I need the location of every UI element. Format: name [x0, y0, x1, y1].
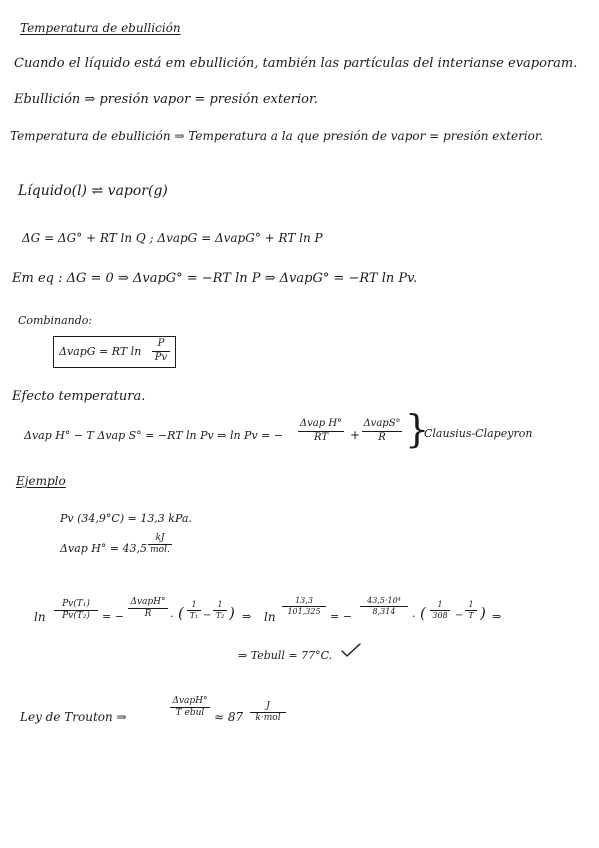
calc-ln-1: ln [34, 610, 46, 624]
clausius-fraction-enthalpy [298, 419, 344, 443]
trouton-fraction [170, 697, 210, 719]
clausius-f2-den: R [378, 431, 386, 443]
calc-a-den: Pv(T₂) [62, 611, 90, 622]
boxed-num: P [157, 338, 165, 349]
boiling-result: ⇒ Tebull = 77°C. [238, 649, 333, 662]
curly-brace: } [405, 407, 430, 451]
equilibrium-equation: Líquido(l) ⇌ vapor(g) [18, 183, 168, 199]
calc-d-den: 101,325 [287, 607, 321, 617]
equilibrium-condition: Em eq : ΔG = 0 ⇒ ΔvapG° = −RT ln P ⇒ ΔvapG° = −RT ln Pv. [12, 271, 418, 286]
page-title: Temperatura de ebullición [20, 21, 181, 35]
boxed-den: Pv [154, 351, 168, 363]
gibbs-equation: ΔG = ΔG° + RT ln Q ; ΔvapG = ΔvapG° + RT ln P [22, 231, 323, 245]
checkmark-icon [340, 642, 362, 658]
trouton-lhs: Ley de Trouton ⇒ [20, 710, 127, 724]
example-enthalpy: Δvap H° = 43,5 [60, 542, 148, 555]
calc-b-den: R [144, 609, 152, 620]
calc-paren-close-1: ) [229, 604, 235, 622]
calc-implies-2: ⇒ [492, 610, 502, 623]
trouton-num: ΔvapH° [172, 696, 208, 706]
calc-equals-1: = − [102, 610, 124, 623]
paragraph-boiling-temperature: Temperatura de ebullición ⇒ Temperatura a la que presión de vapor = presión exterior. [10, 129, 544, 143]
calc-f-num1: 1 [437, 600, 443, 609]
boxed-fraction [152, 339, 170, 363]
calc-pressure-values [282, 597, 326, 617]
calc-pressure-ratio [54, 600, 98, 622]
calc-inv-t2 [213, 601, 227, 621]
calc-e-den: 8,314 [372, 607, 396, 617]
calc-minus-1: − [203, 610, 212, 621]
paragraph-boiling-condition: Ebullición ⇒ presión vapor = presión exterior. [14, 92, 318, 107]
trouton-units-num: J [266, 701, 270, 711]
boxed-lhs: ΔvapG = RT ln [59, 345, 142, 358]
calc-equals-2: = − [330, 610, 352, 623]
example-units-num: kJ [155, 533, 165, 543]
calc-inv-t1 [187, 601, 201, 621]
calc-minus-2: − [455, 610, 464, 621]
calc-enthalpy-over-r [128, 598, 168, 620]
calc-b-num: ΔvapH° [130, 597, 166, 607]
calc-c-num1: 1 [191, 600, 197, 609]
trouton-units [250, 702, 286, 724]
clausius-name: Clausius-Clapeyron [424, 427, 533, 440]
example-heading: Ejemplo [16, 474, 66, 488]
calc-f-den2: T [468, 611, 474, 621]
calc-e-num: 43,5·10⁴ [367, 596, 401, 605]
calc-f-num2: 1 [468, 600, 474, 609]
temperature-effect-label: Efecto temperatura. [12, 389, 146, 404]
trouton-den: T ebul [175, 708, 205, 719]
calc-a-num: Pv(T₁) [62, 599, 90, 609]
calc-inv-t [465, 601, 477, 621]
example-pressure: Pv (34,9°C) = 13,3 kPa. [60, 512, 192, 525]
calc-ln-2: ln [264, 610, 276, 624]
calc-c-den2: T₂ [215, 611, 225, 621]
boxed-equation [53, 336, 176, 368]
calc-c-num2: 1 [217, 600, 223, 609]
clausius-lhs: Δvap H° − T Δvap S° = −RT ln Pv ⇒ ln Pv = − [24, 429, 284, 442]
trouton-units-den: k·mol [255, 713, 281, 724]
calc-paren-open-1: ( [178, 604, 184, 622]
calc-dot-1: · [170, 610, 174, 623]
clausius-f1-num: Δvap H° [299, 418, 343, 429]
calc-d-num: 13,3 [295, 596, 313, 605]
calc-paren-open-2: ( [420, 604, 426, 622]
clausius-f2-num: ΔvapS° [363, 418, 401, 429]
example-enthalpy-units [148, 534, 172, 556]
calc-f-den1: 308 [432, 611, 448, 621]
calc-paren-close-2: ) [480, 604, 486, 622]
calc-implies-1: ⇒ [242, 610, 252, 623]
combining-label: Combinando: [18, 314, 93, 327]
calc-inv-308 [430, 601, 450, 621]
clausius-f1-den: RT [313, 431, 329, 443]
calc-dot-2: · [412, 610, 416, 623]
paragraph-evaporation: Cuando el líquido está em ebullición, también las partículas del interianse evaporam. [14, 56, 578, 71]
example-units-den: mol. [150, 545, 170, 556]
calc-c-den1: T₁ [189, 611, 199, 621]
calc-enthalpy-values [360, 597, 408, 617]
trouton-approx: ≈ 87 [214, 710, 244, 724]
clausius-plus: + [350, 428, 361, 442]
clausius-fraction-entropy [362, 419, 402, 443]
